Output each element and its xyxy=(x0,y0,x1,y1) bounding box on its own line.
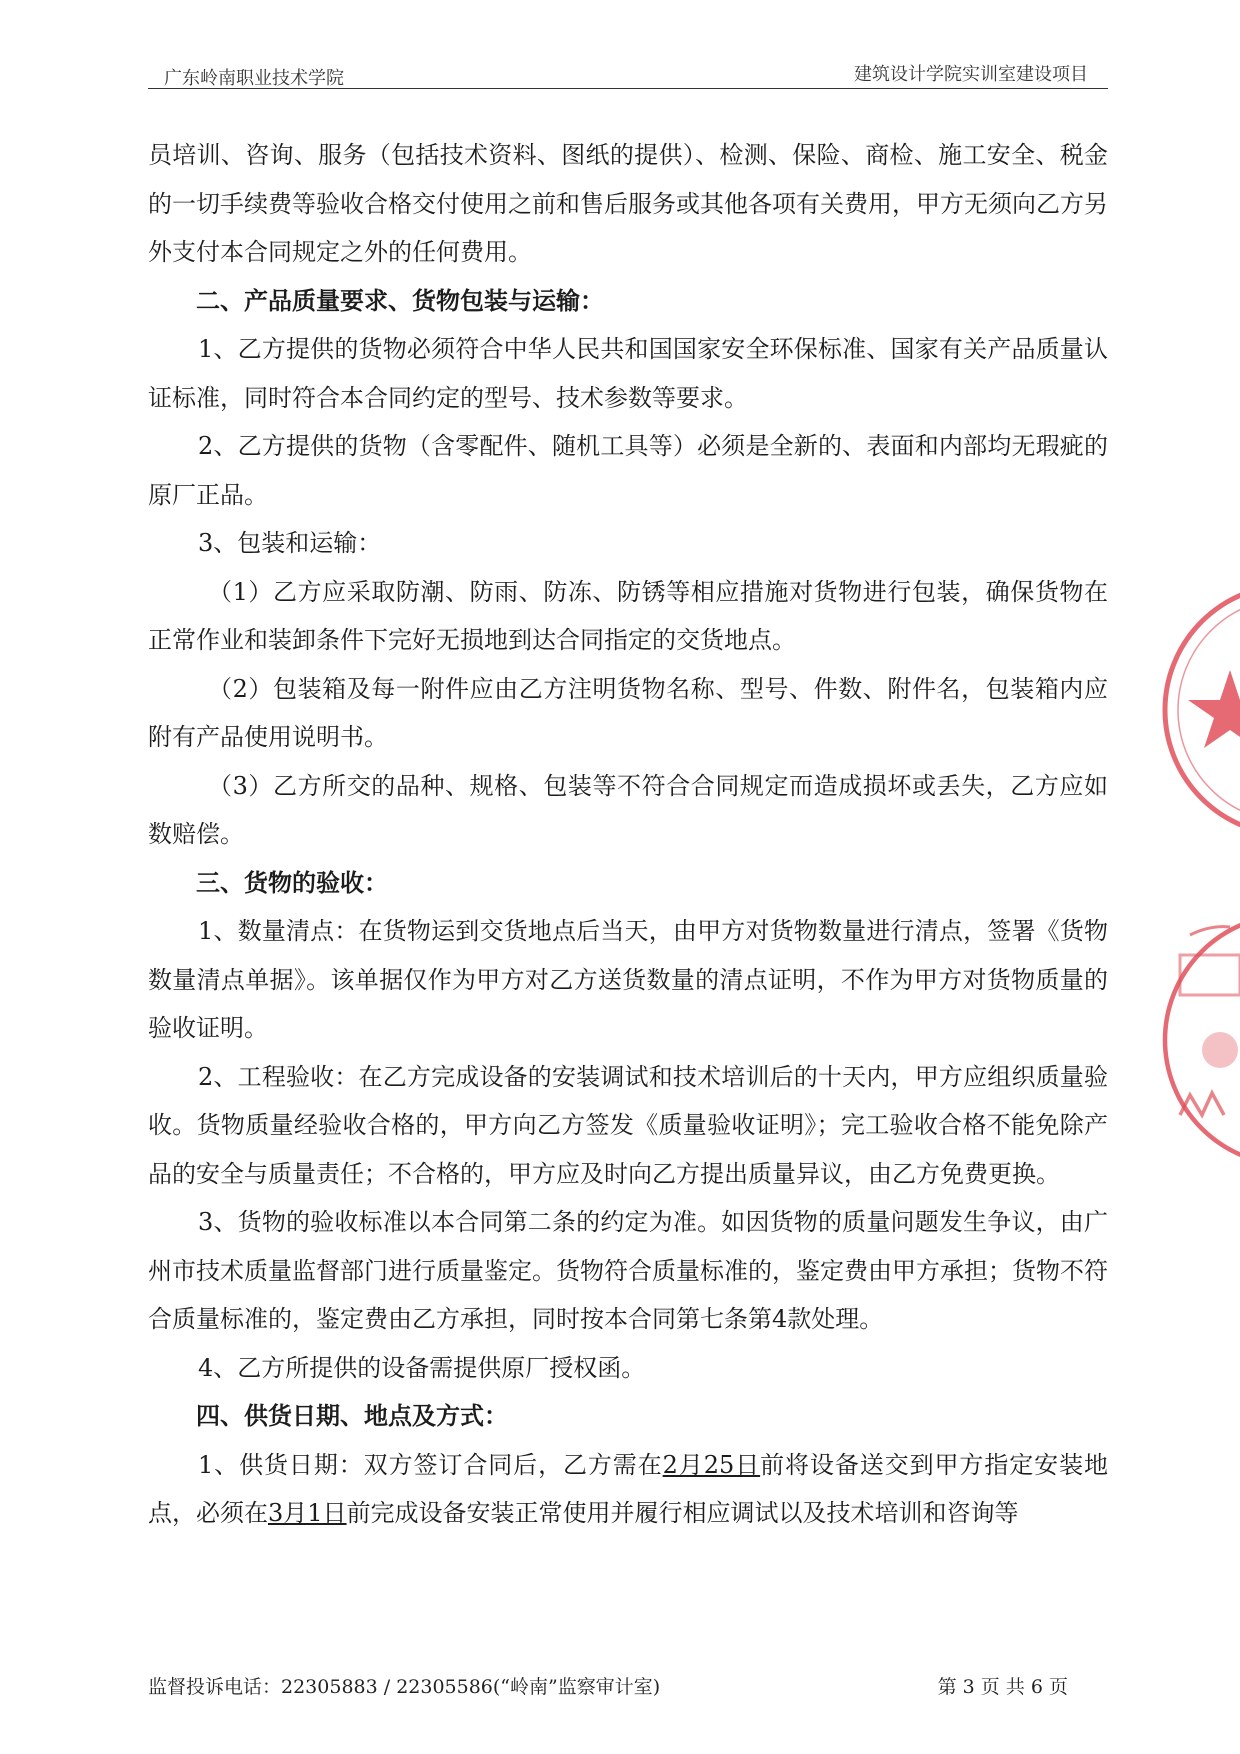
header-project-name: 建筑设计学院实训室建设项目 xyxy=(854,64,1088,85)
paragraph-delivery-date xyxy=(148,1441,1108,1538)
delivery-date-1: 2月25日 xyxy=(662,1450,761,1479)
seal-stamp-lower xyxy=(1150,905,1240,1175)
paragraph-fees: 员培训、咨询、服务（包括技术资料、图纸的提供）、检测、保险、商检、施工安全、税金的一切手续费等验收合格交付使用之前和售后服务或其他各项有关费用，甲方无须向乙方另外支付本合同规定之外的任何费用。 xyxy=(148,141,1108,266)
paragraph-quantity-check: 1、数量清点：在货物运到交货地点后当天，由甲方对货物数量进行清点，签署《货物数量清点单据》。该单据仅作为甲方对乙方送货数量的清点证明，不作为甲方对货物质量的验收证明。 xyxy=(148,917,1108,1042)
page-header xyxy=(148,58,1108,89)
paragraph-packaging-title: 3、包装和运输： xyxy=(198,529,382,557)
header-school-name: 广东岭南职业技术学院 xyxy=(164,68,344,89)
section-heading-acceptance: 三、货物的验收： xyxy=(196,867,388,897)
delivery-text-c: 前完成设备安装正常使用并履行相应调试以及技术培训和咨询等 xyxy=(346,1499,1019,1527)
seal-contract-icon xyxy=(1150,905,1240,1175)
paragraph-quality-standards: 1、乙方提供的货物必须符合中华人民共和国国家安全环保标准、国家有关产品质量认证标准，同时符合本合同约定的型号、技术参数等要求。 xyxy=(148,335,1108,412)
seal-star-icon xyxy=(1150,575,1240,845)
paragraph-packaging-3: （3）乙方所交的品种、规格、包装等不符合合同规定而造成损坏或丢失，乙方应如数赔偿。 xyxy=(148,771,1108,848)
paragraph-new-goods: 2、乙方提供的货物（含零配件、随机工具等）必须是全新的、表面和内部均无瑕疵的原厂正品。 xyxy=(148,432,1108,509)
footer-page-number: 第 3 页 共 6 页 xyxy=(937,1676,1068,1698)
delivery-text-a: 1、供货日期：双方签订合同后，乙方需在 xyxy=(198,1450,663,1479)
footer-complaint-phone: 监督投诉电话：22305883 / 22305586(“岭南”监察审计室) xyxy=(148,1676,661,1698)
paragraph-acceptance: 2、工程验收：在乙方完成设备的安装调试和技术培训后的十天内，甲方应组织质量验收。货物质量经验收合格的，甲方向乙方签发《质量验收证明》；完工验收合格不能免除产品的安全与质量责任；不合格的，甲方应及时向乙方提出质量异议，由乙方免费更换。 xyxy=(148,1062,1108,1188)
section-heading-quality: 二、产品质量要求、货物包装与运输： xyxy=(196,285,604,315)
page-footer xyxy=(148,1672,1068,1702)
paragraph-authorization: 4、乙方所提供的设备需提供原厂授权函。 xyxy=(198,1353,646,1382)
paragraph-acceptance-standard: 3、货物的验收标准以本合同第二条的约定为准。如因货物的质量问题发生争议，由广州市技术质量监督部门进行质量鉴定。货物符合质量标准的，鉴定费由甲方承担；货物不符合质量标准的，鉴定费由乙方承担，同时按本合同第七条第4款处理。 xyxy=(148,1208,1108,1333)
paragraph-packaging-1: （1）乙方应采取防潮、防雨、防冻、防锈等相应措施对货物进行包装，确保货物在正常作业和装卸条件下完好无损地到达合同指定的交货地点。 xyxy=(148,577,1108,654)
seal-stamp-upper xyxy=(1150,575,1240,845)
delivery-text-b: 前将设备送交到甲方指定安装地点，必须在 xyxy=(148,1450,1108,1527)
section-heading-delivery: 四、供货日期、地点及方式： xyxy=(196,1401,508,1430)
contract-body xyxy=(148,131,1108,1538)
paragraph-packaging-2: （2）包装箱及每一附件应由乙方注明货物名称、型号、件数、附件名，包装箱内应附有产品使用说明书。 xyxy=(148,674,1108,751)
delivery-date-2: 3月1日 xyxy=(268,1499,347,1527)
